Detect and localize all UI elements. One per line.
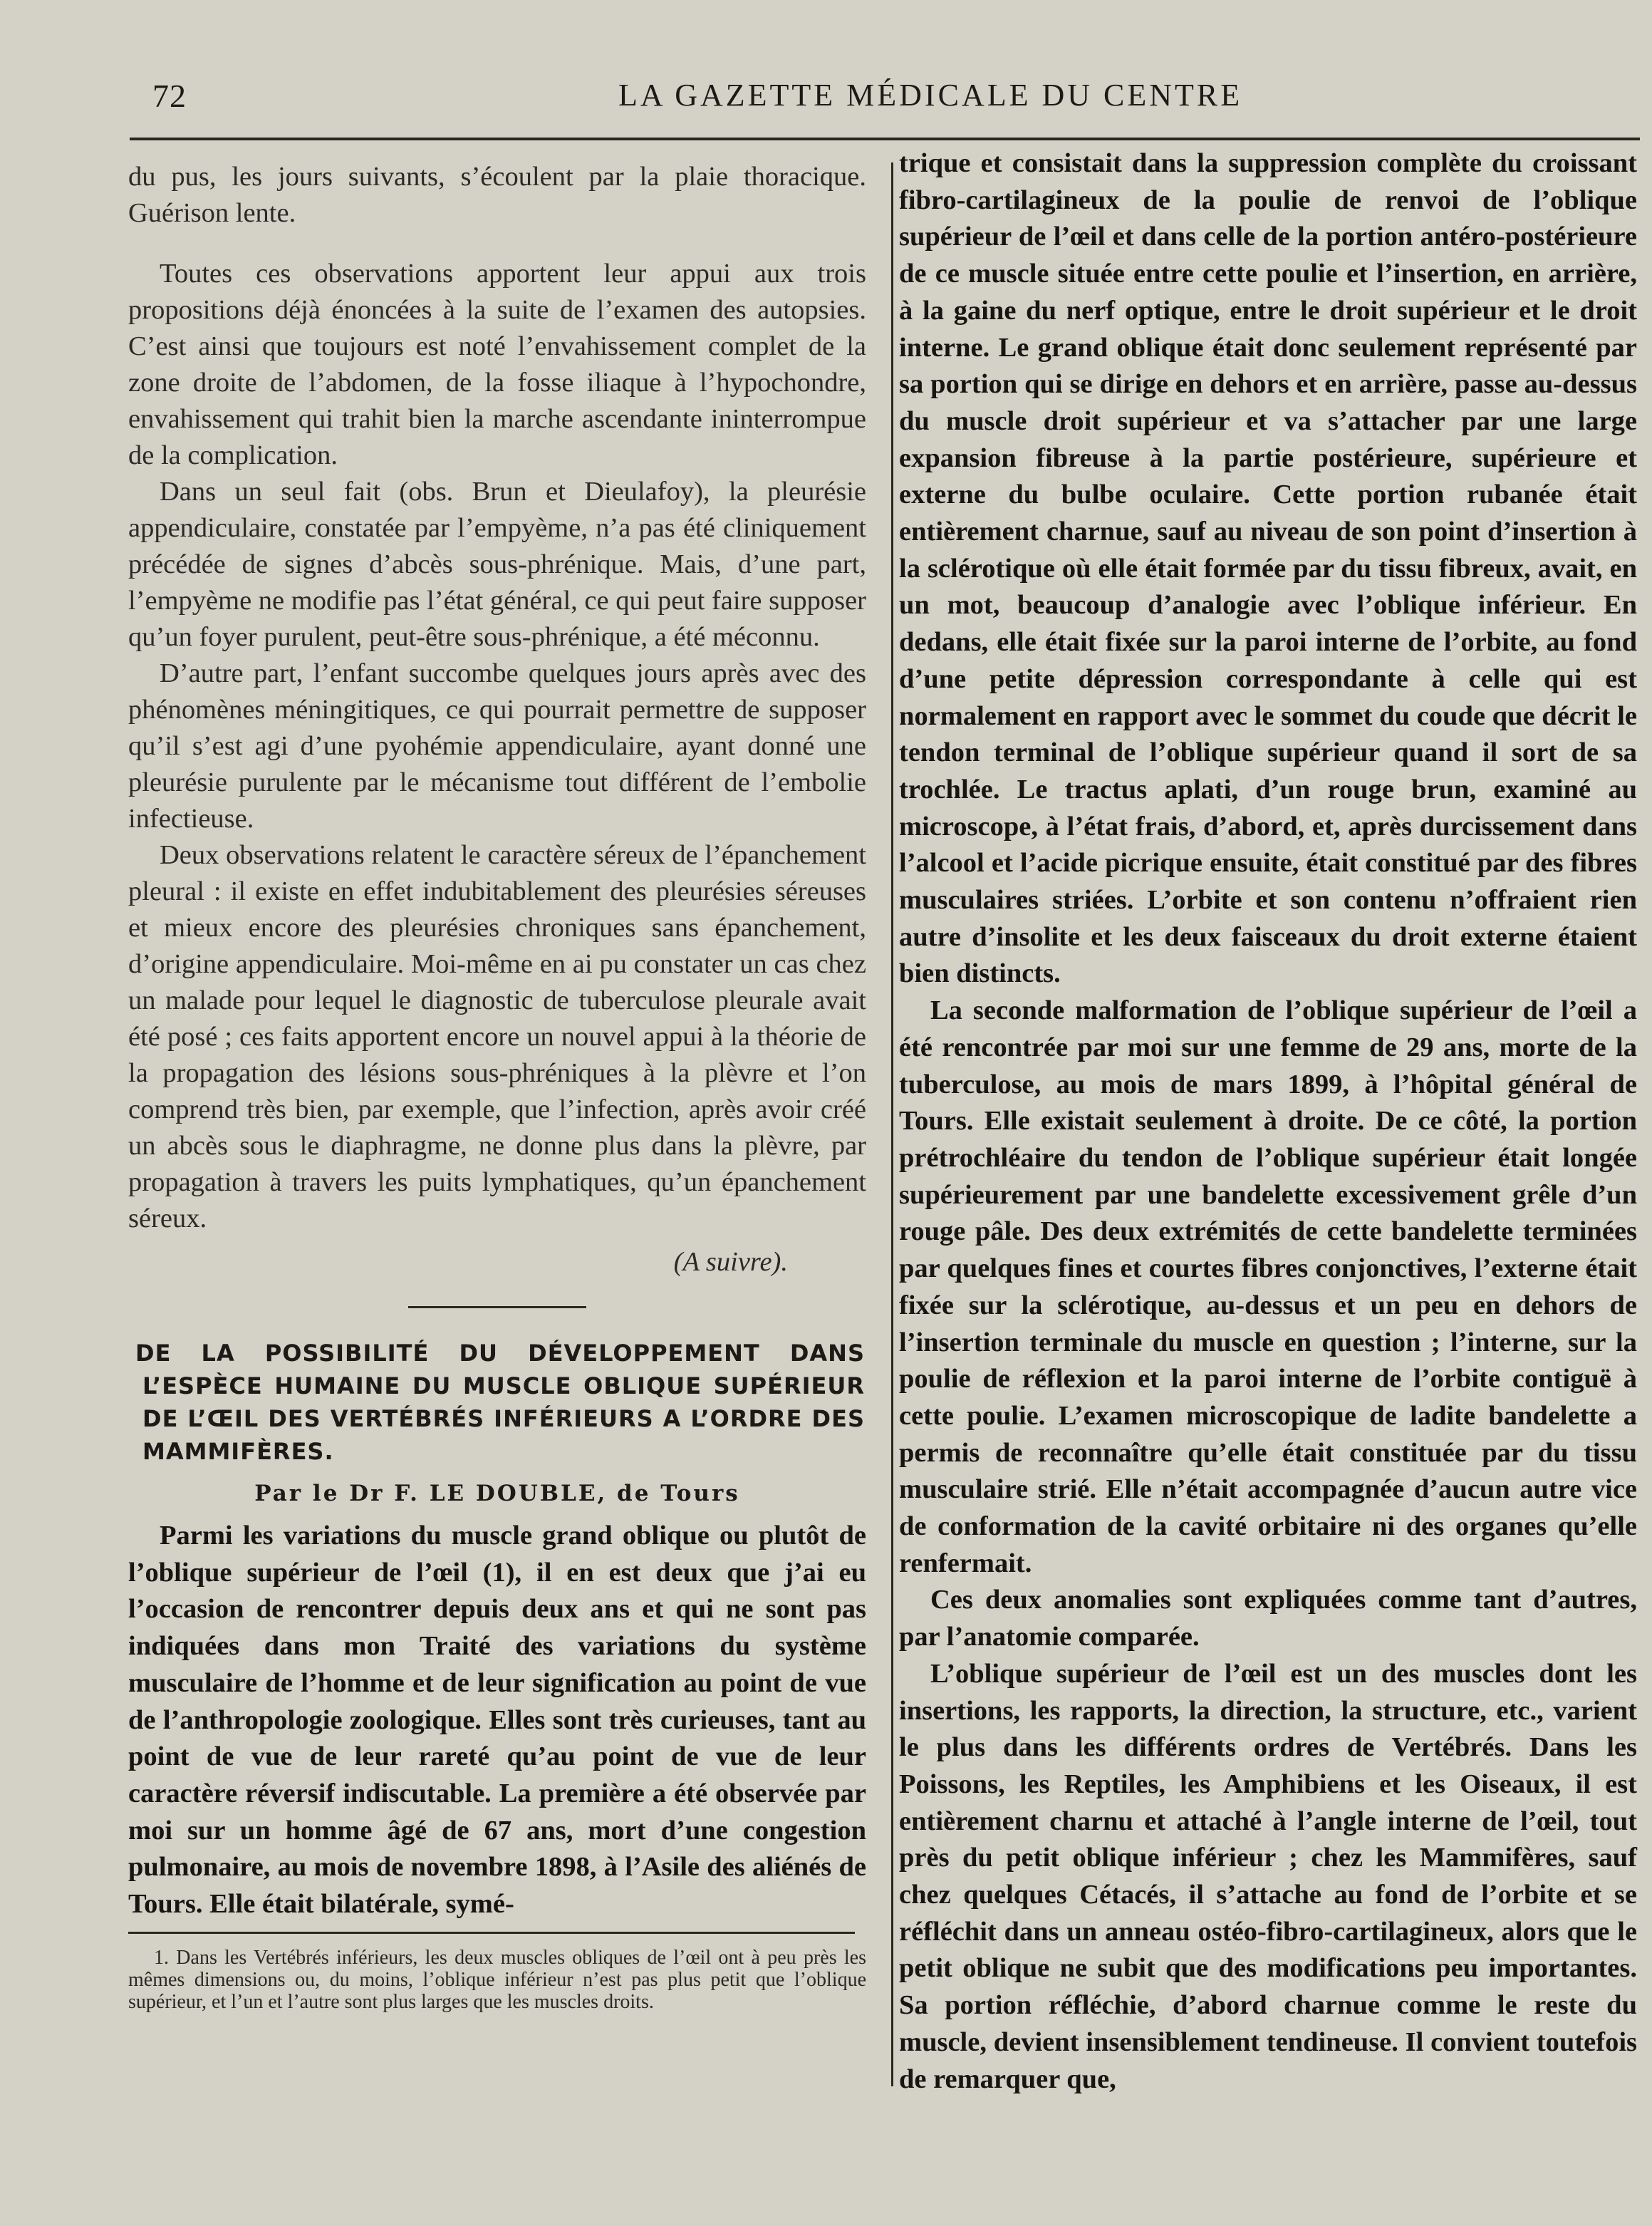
paragraph-single-case: Dans un seul fait (obs. Brun et Dieulafoy), la pleurésie appendiculaire, constatée par l’empyème, n’a pas été cliniquement précédée de signes d’abcès sous-phrénique. Mais, d’une part, l’empyème ne modifie pas l’état général, ce qui peut faire supposer qu’un foyer purulent, peut-être sous-phrénique, a été méconnu.	[128, 477, 866, 652]
journal-title: LA GAZETTE MÉDICALE DU CENTRE	[618, 78, 1243, 113]
paragraph-first-malformation: trique et consistait dans la suppression complète du croissant fibro-cartilagineux de la poulie de renvoi de l’oblique supérieur de l’œil et dans celle de la portion antéro-postérieure de ce muscle située entre cette poulie et l’insertion, en arrière, à la gaine du nerf optique, entre le droit supérieur et le droit interne. Le grand oblique était donc seulement représenté par sa portion qui se dirige en dehors et en arrière, passe au-dessus du muscle droit supérieur et va s’attacher par une large expansion fibreuse à la partie postérieure, supérieure et externe du bulbe oculaire. Cette portion rubanée était entièrement charnue, sauf au niveau de son point d’insertion à la sclérotique où elle était formée par du tissu fibreux, avait, en un mot, beaucoup d’analogie avec l’oblique inférieur. En dedans, elle était fixée sur la paroi interne de l’orbite, au fond d’une petite dépression correspondante à celle qui est normalement en rapport avec le sommet du coude que décrit le tendon terminal de l’oblique supérieur quand il sort de sa trochlée. Le tractus aplati, d’un rouge brun, examiné au microscope, à l’état frais, d’abord, et, après durcissement dans l’alcool et l’acide picrique ensuite, était constitué par des fibres musculaires striées. L’orbite et son contenu n’offraient rien autre d’insolite et les deux faisceaux du droit externe étaient bien distincts.	[899, 148, 1637, 989]
paragraph-second-malformation: La seconde malformation de l’oblique supérieur de l’œil a été rencontrée par moi sur une femme de 29 ans, morte de la tuberculose, au mois de mars 1899, à l’hôpital général de Tours. Elle existait seulement à droite. De ce côté, la portion prétrochléaire du tendon de l’oblique supérieur était longée supérieurement par une bandelette excessivement grêle d’un rouge pâle. Des deux extrémités de cette bandelette terminées par quelques fines et courtes fibres conjonctives, l’externe était fixée sur la sclérotique, au-dessus et un peu en dehors de l’insertion terminale du muscle en question ; l’interne, sur la poulie de réflexion et la paroi interne de l’orbite contiguë à cette poulie. L’examen microscopique de ladite bandelette a permis de reconnaître qu’elle était constituée par du tissu musculaire strié. Elle n’était accompagnée d’aucun autre vice de conformation de la cavité orbitaire ni des organes qu’elle renfermait.	[899, 995, 1637, 1578]
paragraph-observations: Toutes ces observations apportent leur appui aux trois propositions déjà énoncées à la suite de l’examen des autopsies. C’est ainsi que toujours est noté l’envahissement complet de la zone droite de l’abdomen, de la fosse iliaque à l’hypochondre, envahissement qui trahit bien la marche ascendante ininterrompue de la complication.	[128, 259, 866, 470]
section-divider	[408, 1306, 586, 1308]
paragraph-child-death: D’autre part, l’enfant succombe quelques jours après avec des phénomènes méningitiques, ce qui pourrait permettre de supposer qu’il s’est agi d’une pyohémie appendiculaire, ayant donné une pleurésie purulente par le mécanisme tout différent de l’embolie infectieuse.	[128, 658, 866, 834]
article-byline: Par le Dr F. LE DOUBLE, de Tours	[254, 1481, 740, 1506]
paragraph-pus-ending: du pus, les jours suivants, s’écoulent par la plaie thoracique. Guérison lente.	[128, 162, 866, 228]
to-be-continued: (A suivre).	[673, 1247, 788, 1277]
footnote: 1. Dans les Vertébrés inférieurs, les deux muscles obliques de l’œil ont à peu près les mêmes dimensions ou, du moins, l’oblique inférieur n’est pas plus petit que l’oblique supérieur, et l’un et l’autre sont plus larges que les muscles droits.	[128, 1946, 866, 2013]
right-column	[899, 145, 1637, 2098]
page-header	[0, 0, 1652, 143]
left-column	[128, 159, 866, 2013]
column-divider	[891, 162, 893, 2086]
page-number: 72	[152, 78, 187, 114]
paragraph-comparative-anatomy: Ces deux anomalies sont expliquées comme tant d’autres, par l’anatomie comparée.	[899, 1585, 1637, 1652]
footnote-divider	[128, 1932, 855, 1934]
paragraph-serous-effusion: Deux observations relatent le caractère séreux de l’épanchement pleural : il existe en effet indubitablement des pleurésies séreuses et mieux encore des pleurésies chroniques sans épanchement, d’origine appendiculaire. Moi-même en ai pu constater un cas chez un malade pour lequel le diagnostic de tuberculose pleurale avait été posé ; ces faits apportent encore un nouvel appui à la théorie de la propagation des lésions sous-phréniques à la plèvre et l’on comprend très bien, par exemple, que l’infection, après avoir créé un abcès sous le diaphragme, ne donne plus dans la plèvre, par propagation à travers les puits lymphatiques, qu’un épanchement séreux.	[128, 840, 866, 1233]
paragraph-vertebrate-variations: L’oblique supérieur de l’œil est un des muscles dont les insertions, les rapports, la direction, la structure, etc., varient le plus dans les différents ordres de Vertébrés. Dans les Poissons, les Reptiles, les Amphibiens et les Oiseaux, il est entièrement charnu et attaché à l’angle interne de l’œil, tout près du petit oblique inférieur ; chez les Mammifères, sauf chez quelques Cétacés, il s’attache au fond de l’orbite et se réfléchit dans un anneau ostéo-fibro-cartilagineux, alors que le petit oblique ne subit que des modifications peu importantes. Sa portion réfléchie, d’abord charnue comme le reste du muscle, devient insensiblement tendineuse. Il convient toutefois de remarquer que,	[899, 1658, 1637, 2094]
article-title: DE LA POSSIBILITÉ DU DÉVELOPPEMENT DANS L’ESPÈCE HUMAINE DU MUSCLE OBLIQUE SUPÉRIEUR DE L’ŒIL DES VERTÉBRÉS INFÉRIEURS A L’ORDRE DES MAMMIFÈRES.	[135, 1340, 865, 1465]
header-rule	[130, 138, 1640, 140]
paragraph-variations-intro: Parmi les variations du muscle grand oblique ou plutôt de l’oblique supérieur de l’œil (1), il en est deux que j’ai eu l’occasion de rencontrer depuis deux ans et qui ne sont pas indiquées dans mon Traité des variations du système musculaire de l’homme et de leur signification au point de vue de l’anthropologie zoologique. Elles sont très curieuses, tant au point de vue de leur rareté qu’au point de vue de leur caractère réversif indiscutable. La première a été observée par moi sur un homme âgé de 67 ans, mort d’une congestion pulmonaire, au mois de novembre 1898, à l’Asile des aliénés de Tours. Elle était bilatérale, symé-	[128, 1521, 866, 1920]
